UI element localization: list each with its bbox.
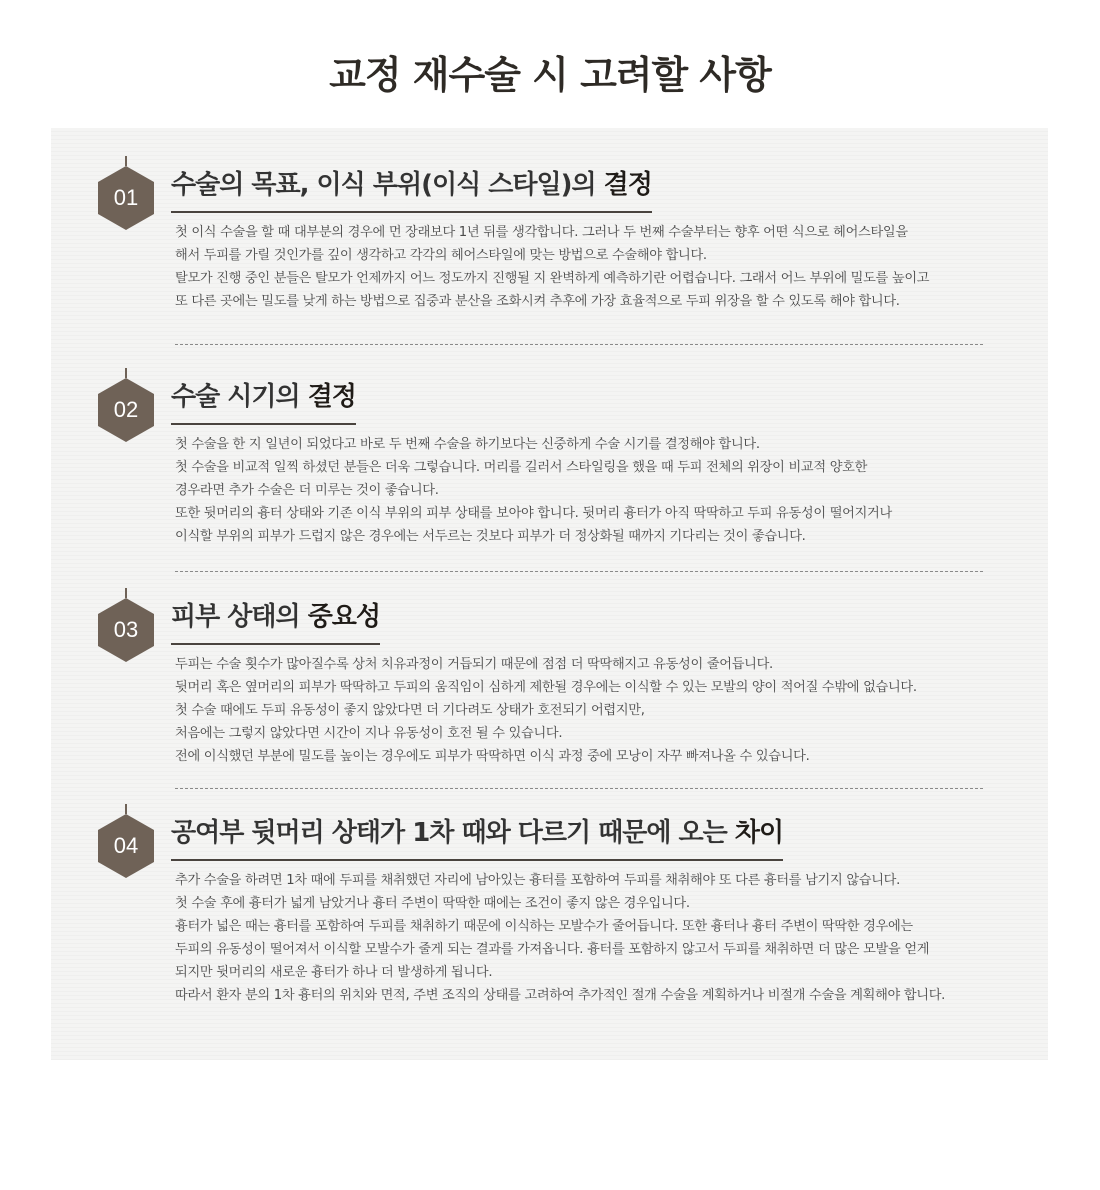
section-body — [175, 221, 1005, 313]
body-line: 두피는 수술 횟수가 많아질수록 상처 치유과정이 거듭되기 때문에 점점 더 딱딱해지고 유동성이 줄어듭니다. — [175, 657, 773, 672]
number-badge — [98, 378, 154, 442]
body-line: 탈모가 진행 중인 분들은 탈모가 언제까지 어느 정도까지 진행될 지 완벽하게 예측하기란 어렵습니다. 그래서 어느 부위에 밀도를 높이고 — [175, 271, 930, 286]
body-line: 첫 수술 후에 흉터가 넓게 남았거나 흉터 주변이 딱딱한 때에는 조건이 좋지 않은 경우입니다. — [175, 896, 690, 911]
badge-tick — [125, 156, 127, 166]
heading-highlight: 중요성 — [307, 602, 381, 632]
body-line: 뒷머리 혹은 옆머리의 피부가 딱딱하고 두피의 움직임이 심하게 제한될 경우에는 이식할 수 있는 모발의 양이 적어질 수밖에 없습니다. — [175, 680, 917, 695]
page-title: 교정 재수술 시 고려할 사항 — [329, 53, 771, 97]
number-badge — [98, 814, 154, 878]
body-line: 처음에는 그렇지 않았다면 시간이 지나 유동성이 호전 될 수 있습니다. — [175, 726, 563, 741]
heading-text: 수술 시기의 — [171, 382, 308, 412]
section-number: 02 — [113, 397, 139, 422]
content-panel — [51, 128, 1048, 1060]
body-line: 흉터가 넓은 때는 흉터를 포함하여 두피를 채취하기 때문에 이식하는 모발수가 줄어듭니다. 또한 흉터나 흉터 주변이 딱딱한 경우에는 — [175, 919, 913, 934]
section-divider — [175, 571, 983, 572]
body-line: 추가 수술을 하려면 1차 때에 두피를 채취했던 자리에 남아있는 흉터를 포함하여 두피를 채취해야 또 다른 흉터를 남기지 않습니다. — [175, 873, 900, 888]
section-heading — [171, 812, 783, 861]
body-line: 두피의 유동성이 떨어져서 이식할 모발수가 줄게 되는 결과를 가져옵니다. 흉터를 포함하지 않고서 두피를 채취하면 더 많은 모발을 얻게 — [175, 942, 930, 957]
section-heading — [171, 596, 380, 645]
section-divider — [175, 788, 983, 789]
body-line: 첫 수술을 한 지 일년이 되었다고 바로 두 번째 수술을 하기보다는 신중하게 수술 시기를 결정해야 합니다. — [175, 437, 760, 452]
body-line: 또한 뒷머리의 흉터 상태와 기존 이식 부위의 피부 상태를 보아야 합니다. 뒷머리 흉터가 아직 딱딱하고 두피 유동성이 떨어지거나 — [175, 506, 892, 521]
heading-text: 피부 상태의 — [171, 602, 308, 632]
badge-tick — [125, 804, 127, 814]
section-heading — [171, 164, 652, 213]
section-number: 04 — [113, 833, 139, 858]
section-body — [175, 433, 1005, 548]
body-line: 첫 수술 때에도 두피 유동성이 좋지 않았다면 더 기다려도 상태가 호전되기 어렵지만, — [175, 703, 645, 718]
badge-tick — [125, 368, 127, 378]
section-number: 01 — [113, 185, 139, 210]
heading-highlight: 차이 — [734, 818, 784, 848]
section-number: 03 — [113, 617, 139, 642]
section-body — [175, 869, 1005, 1007]
heading-text: 공여부 뒷머리 상태가 1차 때와 다르기 때문에 오는 — [171, 818, 735, 848]
body-line: 경우라면 추가 수술은 더 미루는 것이 좋습니다. — [175, 483, 439, 498]
badge-tick — [125, 588, 127, 598]
section-divider — [175, 344, 983, 345]
body-line: 이식할 부위의 피부가 드럽지 않은 경우에는 서두르는 것보다 피부가 더 정상화될 때까지 기다리는 것이 좋습니다. — [175, 529, 806, 544]
body-line: 전에 이식했던 부분에 밀도를 높이는 경우에도 피부가 딱딱하면 이식 과정 중에 모낭이 자꾸 빠져나올 수 있습니다. — [175, 749, 810, 764]
body-line: 첫 이식 수술을 할 때 대부분의 경우에 먼 장래보다 1년 뒤를 생각합니다. 그러나 두 번째 수술부터는 향후 어떤 식으로 헤어스타일을 — [175, 225, 908, 240]
section-body — [175, 653, 1005, 768]
heading-highlight: 결정 — [307, 382, 356, 412]
body-line: 되지만 뒷머리의 새로운 흉터가 하나 더 발생하게 됩니다. — [175, 965, 493, 980]
heading-highlight: 결정 — [603, 170, 652, 200]
body-line: 따라서 환자 분의 1차 흉터의 위치와 면적, 주변 조직의 상태를 고려하여 추가적인 절개 수술을 계획하거나 비절개 수술을 계획해야 합니다. — [175, 988, 946, 1003]
section-heading — [171, 376, 356, 425]
heading-text: 수술의 목표, 이식 부위(이식 스타일)의 — [171, 170, 604, 200]
body-line: 또 다른 곳에는 밀도를 낮게 하는 방법으로 집중과 분산을 조화시켜 추후에 가장 효율적으로 두피 위장을 할 수 있도록 해야 합니다. — [175, 294, 900, 309]
number-badge — [98, 166, 154, 230]
number-badge — [98, 598, 154, 662]
body-line: 해서 두피를 가릴 것인가를 깊이 생각하고 각각의 헤어스타일에 맞는 방법으로 수술해야 합니다. — [175, 248, 707, 263]
body-line: 첫 수술을 비교적 일찍 하셨던 분들은 더욱 그렇습니다. 머리를 길러서 스타일링을 했을 때 두피 전체의 위장이 비교적 양호한 — [175, 460, 868, 475]
